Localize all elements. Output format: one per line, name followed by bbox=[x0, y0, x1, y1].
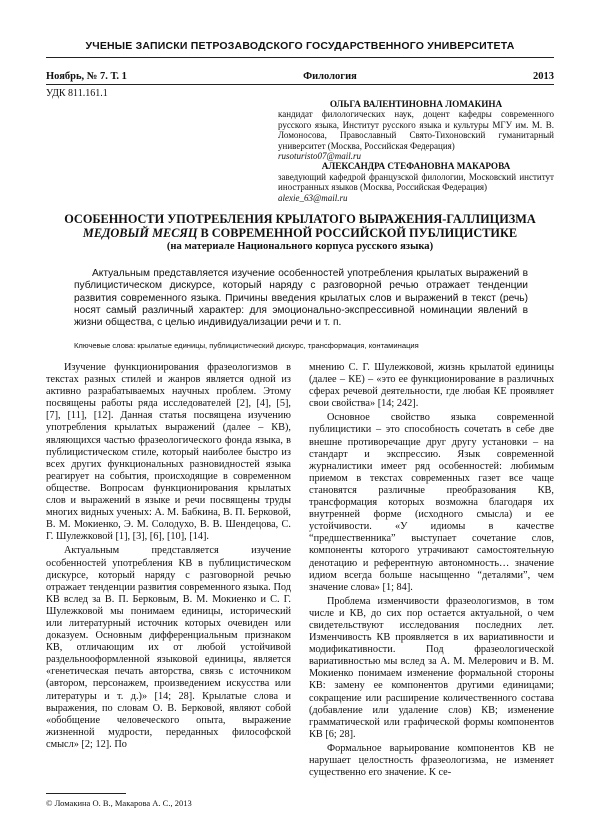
section-name: Филология bbox=[303, 71, 357, 82]
title-subtitle: (на материале Национального корпуса русского языка) bbox=[166, 241, 434, 252]
body-paragraph: Основное свойство языка современной публицистики – это способность сочетать в себе две внешне противоречащие друг другу установки – на стандарт и экспрессию. Язык современной журналистики имеет ряд особенностей: любимым приемом в текстах современных газет все чаще становятся различные преобразования КВ, трансформация которых возможна благодаря их внутренней форме (исходного смысла) и ее устойчивости. «У идиомы в качестве “предшественника” выступает сочетание слов, компоненты которого утрачивают самостоятельную денотацию и референтную автономность… значение идиом всегда больше насыщенно “деталями”, чем значение слова» [1; 84]. bbox=[309, 412, 554, 593]
author-email[interactable]: rusoturisto07@mail.ru bbox=[278, 151, 362, 162]
issue-number: Ноябрь, № 7. Т. 1 bbox=[46, 71, 127, 82]
body-paragraph: мнению С. Г. Шулежковой, жизнь крылатой единицы (далее – КЕ) – «это ее функционирование в различных сферах речевой деятельности, где любая КЕ проявляет свои свойства» [14; 242]. bbox=[309, 362, 554, 410]
body-paragraph: Изучение функционирования фразеологизмов в текстах разных стилей и жанров является одной из активно разрабатываемых научных проблем. Этому посвящены работы ряда исследователей [2], [4], [5], [7], [11], [12]. Данная статья посвящена изучению употребления крылатых выражений (далее – КВ), являющихся частью фразеологического фонда языка, в публицистическом стиле, который наиболее быстро из всех других функциональных разновидностей языка реагирует на события, происходящие в современном обществе. Вопросам функционирования крылатых слов и выражений в языке и речи посвящены труды многих видных ученых: А. М. Бабкина, В. П. Берковой, В. М. Мокиенко, Э. М. Солодухо, В. В. Шендецова, С. Г. Шулежковой [1], [3], [6], [10], [14]. bbox=[46, 362, 291, 543]
author-affiliation: заведующий кафедрой французской филологии, Московский институт иностранных языков (Москва, Российская Федерация) bbox=[278, 171, 554, 193]
issue-year: 2013 bbox=[532, 71, 554, 82]
title-italic-phrase: МЕДОВЫЙ МЕСЯЦ bbox=[82, 226, 198, 240]
left-column bbox=[46, 362, 291, 753]
body-paragraph: Проблема изменчивости фразеологизмов, в том числе и КВ, до сих пор остается актуальной, о чем свидетельствуют исследования последних лет. Изменчивость КВ проявляется в их вариативности и модификативности. Под фразеологической вариативностью мы вслед за А. М. Мелерович и В. М. Мокиенко понимаем изменение формальной стороны КВ: замену ее компонентов другими единицами; сокращение или расширение количественного состава (добавление или удаление слов) КВ; изменение грамматической или графической формы компонентов КВ [6; 28]. bbox=[309, 595, 554, 740]
author-name: ОЛЬГА ВАЛЕНТИНОВНА ЛОМАКИНА bbox=[329, 99, 503, 109]
author-block bbox=[278, 99, 554, 203]
body-paragraph: Актуальным представляется изучение особенностей употребления КВ в публицистическом дискурсе, который наряду с разговорной речью отражает тенденции развития современного языка. Под КВ вслед за В. П. Берковым, В. М. Мокиенко и С. Г. Шулежковой мы понимаем единицы, исторический или литературный источник которых очевиден или доказуем. Основным дифференциальным признаком КВ, отличающим их от любой устойчивой раздельнооформленной языковой единицы, является «генетическая печать авторства, связь с источником (автором, персонажем, произведением искусства или литературы и т. д.)» [14; 28]. Крылатые слова и выражения, по словам О. В. Берковой, являют собой «обобщение человеческого опыта, выражение жизненной мудрости, переданных философской смысл» [2; 12]. По bbox=[46, 545, 291, 750]
header-rule bbox=[46, 57, 554, 58]
journal-title: УЧЕНЫЕ ЗАПИСКИ ПЕТРОЗАВОДСКОГО ГОСУДАРСТВЕННОГО УНИВЕРСИТЕТА bbox=[85, 40, 515, 52]
footnote-rule bbox=[46, 793, 126, 794]
title-line-2-rest: В СОВРЕМЕННОЙ РОССИЙСКОЙ ПУБЛИЦИСТИКЕ bbox=[197, 226, 518, 240]
copyright-notice: © Ломакина О. В., Макарова А. С., 2013 bbox=[46, 798, 192, 808]
title-line-1: ОСОБЕННОСТИ УПОТРЕБЛЕНИЯ КРЫЛАТОГО ВЫРАЖЕНИЯ-ГАЛЛИЦИЗМА bbox=[64, 212, 536, 226]
right-column bbox=[309, 362, 554, 781]
author-affiliation: кандидат филологических наук, доцент кафедры современного русского языка, Институт русского языка и культуры МГУ им. М. В. Ломоносова, Православный Свято-Тихоновский гуманитарный университет (Москва, Российская Федерация) bbox=[278, 109, 554, 151]
author-email[interactable]: alexie_63@mail.ru bbox=[278, 192, 348, 203]
body-paragraph: Формальное варьирование компонентов КВ не нарушает целостность фразеологизма, не изменяет существенно его значение. К се- bbox=[309, 742, 554, 779]
author-name: АЛЕКСАНДРА СТЕФАНОВНА МАКАРОВА bbox=[321, 161, 511, 172]
keywords: Ключевые слова: крылатые единицы, публицистический дискурс, трансформация, контаминация bbox=[74, 341, 419, 350]
issue-meta bbox=[46, 71, 554, 82]
udk-code: УДК 811.161.1 bbox=[46, 88, 108, 99]
meta-rule bbox=[46, 84, 554, 85]
article-title bbox=[46, 212, 554, 254]
abstract: Актуальным представляется изучение особенностей употребления крылатых выражений в публицистическом дискурсе, который наряду с разговорной речью отражает тенденции развития современного языка. Причины введения крылатых слов и выражений в текст (речь) носят самый различный характер: для эмоционально-экспрессивной номинации явлений в жизни общества, с целью индивидуализации речи и т. п. bbox=[74, 268, 528, 329]
title-line-2 bbox=[46, 226, 554, 240]
